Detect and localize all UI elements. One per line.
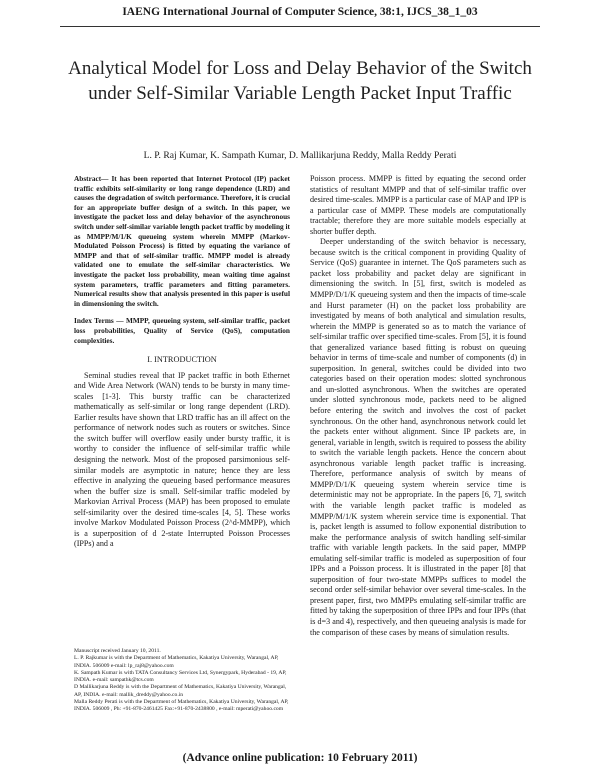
footnote: K. Sampath Kumar is with TATA Consultancy Services Ltd, Synergypark, Hyderabad - 19, AP, INDIA. e-mail: sampathk@tcs.com bbox=[74, 669, 287, 684]
abstract: Abstract— It has been reported that Internet Protocol (IP) packet traffic exhibits self-similarity or long range dependence (LRD) and causes the degradation of switch performance. Therefore, it is crucial for an appropriate buffer design of a switch. In this paper, we investigate the packet loss and delay behavior of the asynchronous switch under self-similar variable length packet traffic by modeling it as MMPP/M/1/K queueing system wherein MMPP (Markov-Modulated Poisson Process) is fitted by equating the variance of MMPP and that of self-similar traffic. MMPP model is already validated one to emulate the self-similar characteristics. We investigate the packet loss probability, mean waiting time against system parameters, traffic parameters and fitting parameters. Numerical results show that analysis presented in this paper is useful in dimensioning the switch. bbox=[74, 174, 290, 308]
footnote: L. P. Rajkumar is with the Department of Mathematics, Kakatiya University, Warangal, AP, INDIA. 506009 e-mail: lp_raj8@yahoo.com bbox=[74, 655, 279, 669]
body-paragraph: Poisson process. MMPP is fitted by equating the second order statistics of resultant MMPP and that of self-similar traffic over desired time-scales. MMPP is a particular case of MAP and IPP is a particular case of MMPP. These models are computationally tractable; therefore they are more suitable models especially at shorter buffer depth. bbox=[310, 174, 526, 236]
paper-title: Analytical Model for Loss and Delay Behavior of the Switch under Self-Similar Variable Length Packet Input Traffic bbox=[68, 58, 532, 104]
intro-paragraph: Seminal studies reveal that IP packet traffic in both Ethernet and Wide Area Network (WAN) tends to be bursty in many time-scales [1-3]. This bursty traffic can be characterized mathematically as self-similar or long range dependent (LRD). Earlier results have shown that LRD traffic has an ill affect on the performance of network nodes such as routers or switches. Since the switch buffer will overflow easily under bursty traffic, it is worthy to consider the influence of self-similar traffic while designing the network. Most of the proposed parsimonious self-similar models are asymptotic in nature; hence they are less effective in analyzing the queueing based performance measures when the buffer size is small. Self-similar traffic modeled by Markovian Arrival Process (MAP) has been proposed to emulate self-similarity over the desired time-scales [4, 5]. These works involve Markov Modulated Poisson Process (2^d-MMPP), which is a superposition of d 2-state Interrupted Poisson Processes (IPPs) and a bbox=[74, 370, 290, 549]
footnote: Malla Reddy Perati is with the Department of Mathematics, Kakatiya University, Warangal, AP, INDIA. 506009 , Ph: +91-870-2461425 Fax:+91-870-2438800 , e-mail: mperati@yahoo.com bbox=[74, 699, 289, 713]
publication-footer: (Advance online publication: 10 February 2011) bbox=[182, 752, 418, 764]
body-paragraph: Deeper understanding of the switch behavior is necessary, because switch is the critical component in providing Quality of Service (QoS) guarantee in internet. The QoS parameters such as packet loss probability and packet delay are significant in dimensioning the switch. In [5], first, switch is modeled as MMPP/D/1/K queueing system and then the impacts of time-scale and Hurst parameter (H) on the packet loss probability are investigated by means of both analytical and simulation results, wherein the MMPP is generated so as to match the variance of self-similar traffic over specified time-scales. From [5], it is found that generalized variance based fitting is robust on queuing behavior in terms of time-scale and number of components (d) in superposition. In general, switches could be divided into two categories based on their operation modes: slotted synchronous and un-slotted asynchronous. When the switches are operated under slotted synchronous mode, packets need to be aligned before entering the switch and involves the cost of packet synchronous. On the other hand, asynchronous network could let the packets enter without alignment. Since IP packets are, in general, variable in length, switch is required to possess the ability to switch the variable length packets. Hence the concern about asynchronous variable length packet traffic is increasing. Therefore, performance analysis of switch by means of MMPP/D/1/K queueing system wherein service time is deterministic may not be appropriate. In the papers [6, 7], switch with the variable length packet traffic is modeled as MMPP/M/1/K system wherein service time is exponential. That is, packet length is assumed to follow exponential distribution to make the performance analysis of switch handling self-similar traffic with variable length packets. In the said paper, MMPP emulating self-similar traffic is modeled as superposition of four IPPs and a Poisson process. It is illustrated in the paper [8] that superposition of four two-state MMPPs suffices to model the second order self-similar behavior over several time-scales. In the present paper, first, two MMPPs emulating self-similar traffic are fitted by taking the superposition of three IPPs and four IPPs (that is d=3 and 4), respectively, and then queueing analysis is made for the comparison of these cases by means of simulation results. bbox=[310, 237, 526, 637]
author-list: L. P. Raj Kumar, K. Sampath Kumar, D. Mallikarjuna Reddy, Malla Reddy Perati bbox=[143, 150, 457, 161]
right-column bbox=[310, 174, 526, 638]
footnotes bbox=[74, 648, 290, 714]
header-rule bbox=[60, 26, 540, 27]
footnote: Manuscript received January 10, 2011. bbox=[74, 648, 161, 654]
index-terms: Index Terms — MMPP, queueing system, self-similar traffic, packet loss probabilities, Quality of Service (QoS), computation complexities. bbox=[74, 316, 290, 345]
journal-header: IAENG International Journal of Computer Science, 38:1, IJCS_38_1_03 bbox=[122, 6, 478, 18]
section-heading: I. INTRODUCTION bbox=[147, 355, 217, 365]
footnote: D Mallikarjuna Reddy is with the Department of Mathematics, Kakatiya University, Warangal, AP, INDIA. e-mail: mallik_dreddy@yahoo.co.in bbox=[74, 684, 287, 698]
left-column bbox=[74, 174, 290, 550]
